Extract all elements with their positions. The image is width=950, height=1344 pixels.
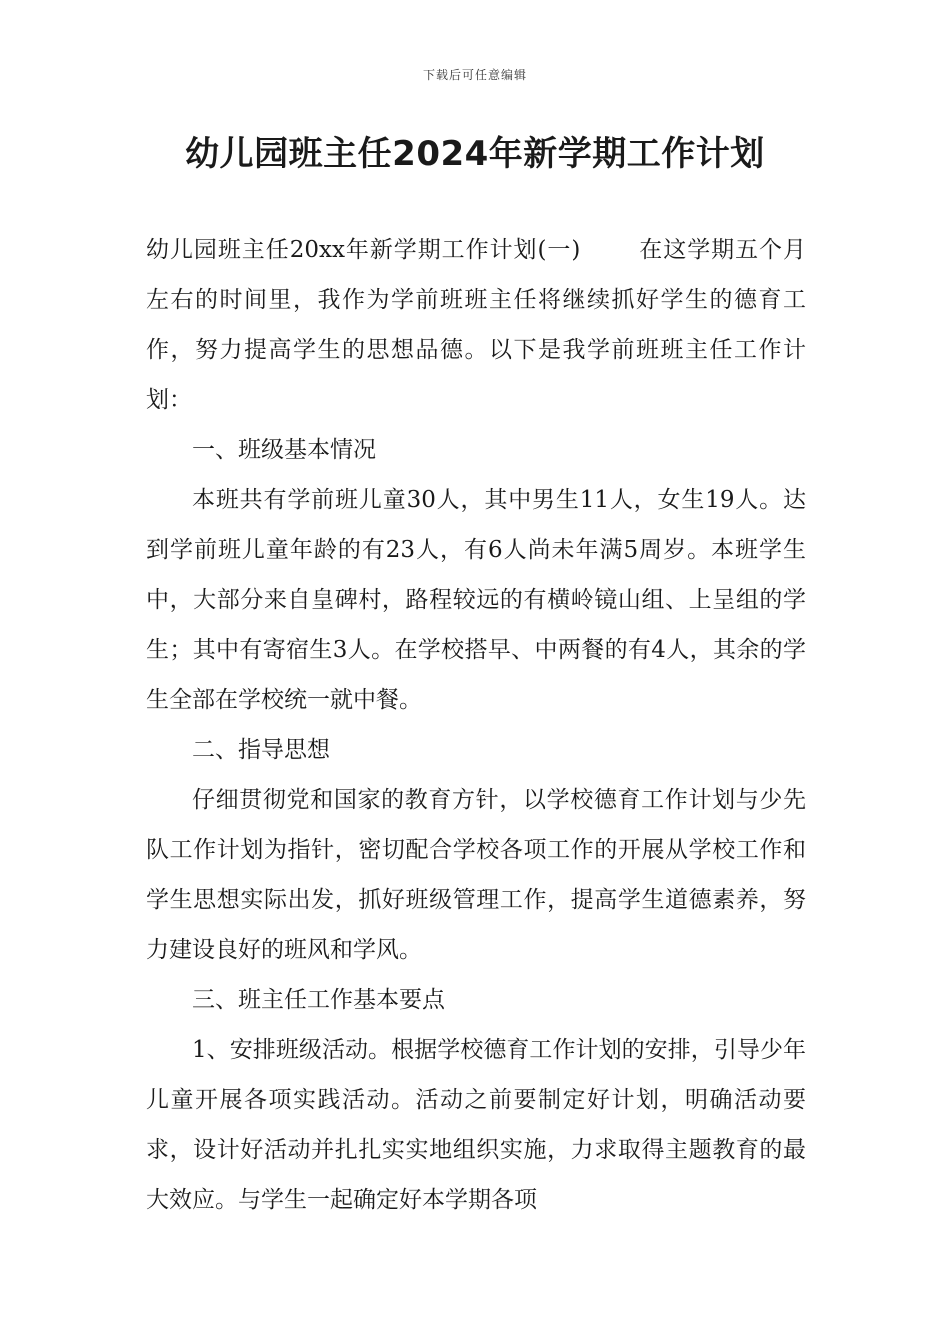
intro-subtitle: 幼儿园班主任20xx年新学期工作计划(一) <box>146 237 581 263</box>
document-title: 幼儿园班主任2024年新学期工作计划 <box>185 134 765 174</box>
header-note: 下载后可任意编辑 <box>422 68 527 82</box>
section-paragraph-3: 1、安排班级活动。根据学校德育工作计划的安排，引导少年儿童开展各项实践活动。活动之前要制定好计划，明确活动要求，设计好活动并扎扎实实地组织实施，力求取得主题教育的最大效应。与学生一起确定好本学期各项 <box>146 1037 806 1213</box>
section-heading-2: 二、指导思想 <box>192 737 330 763</box>
intro-text: 在这学期五个月左右的时间里，我作为学前班班主任将继续抓好学生的德育工作，努力提高学生的思想品德。以下是我学前班班主任工作计划： <box>146 237 807 413</box>
section-heading-3: 三、班主任工作基本要点 <box>192 987 445 1013</box>
section-paragraph-1: 本班共有学前班儿童30人，其中男生11人，女生19人。达到学前班儿童年龄的有23人，有6人尚未年满5周岁。本班学生中，大部分来自皇碑村，路程较远的有横岭镜山组、上呈组的学生；其中有寄宿生3人。在学校搭早、中两餐的有4人，其余的学生全部在学校统一就中餐。 <box>146 487 806 713</box>
section-heading-1: 一、班级基本情况 <box>192 437 376 463</box>
document-body <box>146 225 806 1225</box>
intro-paragraph <box>146 225 806 425</box>
section-paragraph-2: 仔细贯彻党和国家的教育方针，以学校德育工作计划与少先队工作计划为指针，密切配合学校各项工作的开展从学校工作和学生思想实际出发，抓好班级管理工作，提高学生道德素养，努力建设良好的班风和学风。 <box>146 787 806 963</box>
